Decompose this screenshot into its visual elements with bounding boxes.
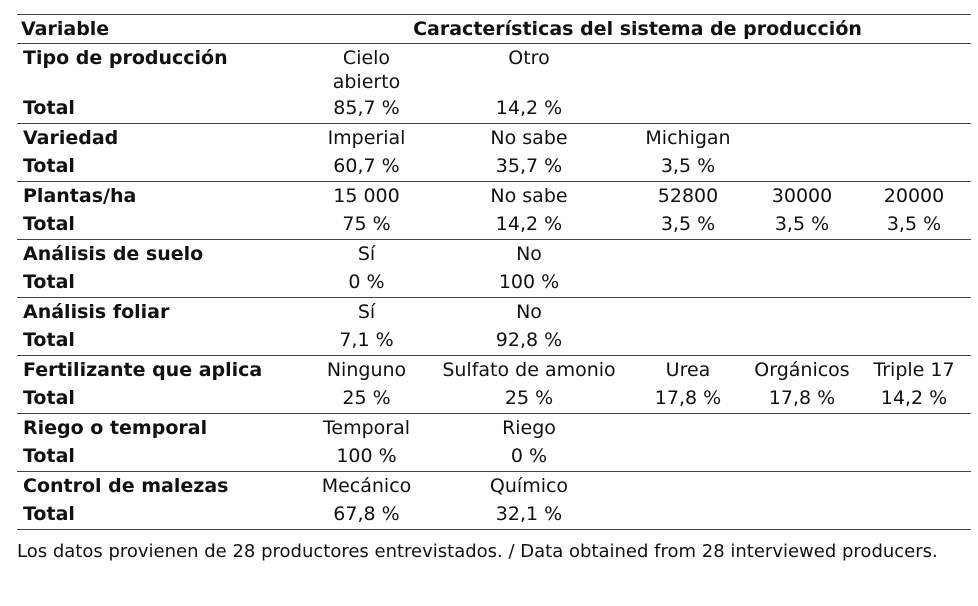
total-label: Total [23, 445, 75, 467]
option-cell: 15 000 [333, 185, 400, 207]
total-percentage-cell [857, 94, 971, 124]
total-percentage-cell: 14,2 % [880, 387, 948, 409]
option-cell: Ninguno [326, 359, 407, 381]
option-cell [629, 472, 747, 501]
option-cell [747, 472, 857, 501]
variable-group [17, 298, 971, 356]
variable-name: Riego o temporal [23, 417, 208, 439]
option-row [17, 472, 971, 501]
option-cell: Mecánico [321, 475, 412, 497]
option-cell: Sí [357, 301, 376, 323]
total-percentage-cell [857, 326, 971, 356]
variable-name: Análisis de suelo [23, 243, 204, 265]
option-cell: No [516, 301, 542, 323]
option-cell [857, 240, 971, 269]
option-cell [857, 298, 971, 327]
total-percentage-cell [629, 326, 747, 356]
header-characteristics: Características del sistema de producción [413, 18, 862, 40]
option-cell: No sabe [490, 127, 568, 149]
option-row [17, 44, 971, 95]
total-label: Total [23, 503, 75, 525]
table-footnote: Los datos provienen de 28 productores entrevistados. / Data obtained from 28 interviewed producers. [17, 541, 938, 562]
total-percentage-cell [629, 94, 747, 124]
total-percentage-cell: 17,8 % [768, 387, 836, 409]
total-row [17, 326, 971, 356]
option-cell: 52800 [657, 185, 719, 207]
total-percentage-cell: 25 % [504, 387, 554, 409]
total-label: Total [23, 271, 75, 293]
variable-name: Tipo de producción [23, 47, 228, 69]
total-row [17, 384, 971, 414]
total-percentage-cell: 32,1 % [495, 503, 563, 525]
total-percentage-cell [747, 94, 857, 124]
total-percentage-cell [629, 500, 747, 530]
variable-group [17, 472, 971, 530]
total-percentage-cell [747, 268, 857, 298]
option-cell: Orgánicos [754, 359, 850, 381]
header-row [17, 15, 971, 44]
total-percentage-cell: 3,5 % [774, 213, 830, 235]
total-label: Total [23, 329, 75, 351]
total-percentage-cell [857, 268, 971, 298]
option-cell: 20000 [883, 185, 945, 207]
option-row [17, 240, 971, 269]
variable-group [17, 414, 971, 472]
variable-name: Control de malezas [23, 475, 229, 497]
option-cell [857, 124, 971, 153]
option-cell [857, 472, 971, 501]
variable-name: Variedad [23, 127, 119, 149]
total-percentage-cell [747, 500, 857, 530]
option-cell: Sulfato de amonio [442, 359, 616, 381]
total-percentage-cell [857, 500, 971, 530]
total-percentage-cell: 17,8 % [654, 387, 722, 409]
option-cell [857, 414, 971, 443]
total-row [17, 268, 971, 298]
option-cell: Michigan [645, 127, 731, 149]
option-cell [857, 44, 971, 95]
option-cell [747, 44, 857, 95]
total-percentage-cell: 3,5 % [660, 155, 716, 177]
total-percentage-cell: 3,5 % [886, 213, 942, 235]
option-cell [629, 240, 747, 269]
option-cell: Riego [502, 417, 556, 439]
option-cell [747, 124, 857, 153]
production-system-table [17, 14, 971, 530]
total-percentage-cell [747, 152, 857, 182]
total-percentage-cell: 60,7 % [333, 155, 400, 177]
total-row [17, 152, 971, 182]
option-cell [747, 240, 857, 269]
option-row [17, 414, 971, 443]
variable-group [17, 124, 971, 182]
variable-name: Fertilizante que aplica [23, 359, 263, 381]
option-cell [629, 414, 747, 443]
total-percentage-cell [629, 442, 747, 472]
total-percentage-cell: 14,2 % [495, 213, 563, 235]
variable-group [17, 240, 971, 298]
total-label: Total [23, 97, 75, 119]
option-cell: No [516, 243, 542, 265]
header-variable: Variable [21, 18, 110, 40]
total-percentage-cell: 100 % [336, 445, 397, 467]
variable-group [17, 182, 971, 240]
option-cell: 30000 [771, 185, 833, 207]
total-percentage-cell [629, 268, 747, 298]
option-cell: Otro [508, 47, 550, 69]
total-percentage-cell [857, 152, 971, 182]
total-percentage-cell [747, 326, 857, 356]
table-header [17, 15, 971, 44]
option-cell: Triple 17 [873, 359, 955, 381]
option-cell: Temporal [323, 417, 410, 439]
total-row [17, 210, 971, 240]
total-percentage-cell: 35,7 % [495, 155, 563, 177]
total-percentage-cell: 3,5 % [660, 213, 716, 235]
total-label: Total [23, 387, 75, 409]
total-percentage-cell: 92,8 % [495, 329, 563, 351]
option-row [17, 182, 971, 211]
option-cell [629, 298, 747, 327]
option-cell: No sabe [490, 185, 568, 207]
total-label: Total [23, 155, 75, 177]
total-percentage-cell: 25 % [342, 387, 391, 409]
total-percentage-cell: 14,2 % [495, 97, 563, 119]
total-label: Total [23, 213, 75, 235]
total-percentage-cell [857, 442, 971, 472]
option-cell: Urea [665, 359, 711, 381]
option-cell: Sí [357, 243, 376, 265]
total-percentage-cell [747, 442, 857, 472]
option-cell: Químico [489, 475, 569, 497]
total-percentage-cell: 0 % [348, 271, 385, 293]
total-percentage-cell: 0 % [510, 445, 548, 467]
variable-group [17, 356, 971, 414]
total-row [17, 94, 971, 124]
total-row [17, 500, 971, 530]
option-row [17, 298, 971, 327]
total-percentage-cell: 100 % [498, 271, 560, 293]
option-row [17, 124, 971, 153]
total-row [17, 442, 971, 472]
option-cell [747, 414, 857, 443]
option-row [17, 356, 971, 385]
option-cell: Imperial [327, 127, 406, 149]
variable-group [17, 44, 971, 124]
option-cell: Cielo abierto [332, 47, 401, 93]
variable-name: Plantas/ha [23, 185, 137, 207]
total-percentage-cell: 75 % [342, 213, 391, 235]
option-cell [747, 298, 857, 327]
total-percentage-cell: 7,1 % [339, 329, 394, 351]
total-percentage-cell: 67,8 % [333, 503, 400, 525]
option-cell [629, 44, 747, 95]
total-percentage-cell: 85,7 % [333, 97, 400, 119]
production-system-table-container [17, 14, 971, 530]
variable-name: Análisis foliar [23, 301, 170, 323]
